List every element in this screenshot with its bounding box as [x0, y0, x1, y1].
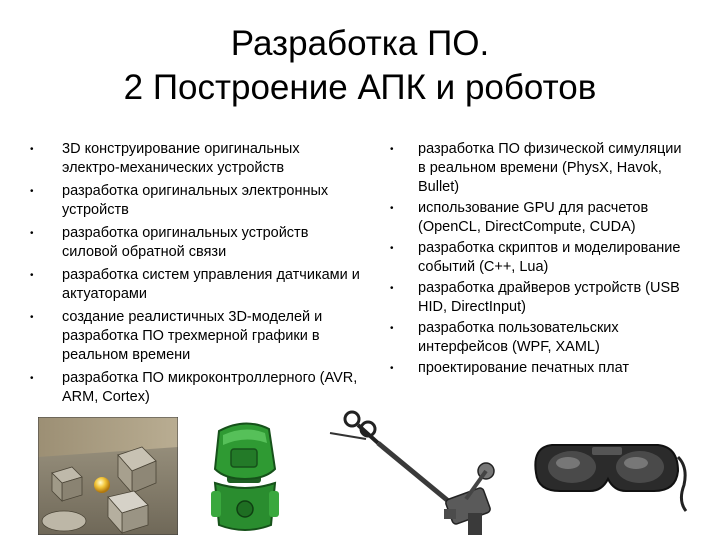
list-item-text: разработка ПО микроконтроллерного (AVR, ARM, Cortex): [62, 370, 358, 405]
list-item-text: разработка пользовательских интерфейсов (WPF, XAML): [418, 320, 619, 355]
bullet-icon: •: [390, 243, 394, 254]
bullet-icon: •: [390, 323, 394, 334]
list-item: [30, 140, 360, 178]
list-item-text: разработка драйверов устройств (USB HID, DirectInput): [418, 280, 680, 315]
list-item: [30, 308, 360, 365]
title-line-1: Разработка ПО.: [230, 24, 490, 63]
bullet-icon: •: [390, 144, 394, 155]
list-item: [390, 239, 690, 277]
bullet-icon: •: [30, 312, 34, 323]
left-bullet-list: [30, 140, 360, 411]
list-item: [30, 266, 360, 304]
list-item: [390, 199, 690, 237]
bullet-icon: •: [30, 144, 34, 155]
illustrations-row: [0, 405, 720, 540]
bullet-icon: •: [30, 228, 34, 239]
list-item: [390, 279, 690, 317]
list-item: [390, 319, 690, 357]
haptic-device-image: [205, 413, 285, 538]
list-item: [30, 369, 360, 407]
list-item-text: 3D конструирование оригинальных электро-механических устройств: [62, 141, 300, 176]
bullet-icon: •: [390, 203, 394, 214]
list-item: [390, 140, 690, 197]
list-item-text: проектирование печатных плат: [418, 360, 630, 376]
list-item-text: разработка систем управления датчиками и актуаторами: [62, 267, 360, 302]
bullet-icon: •: [390, 363, 394, 374]
list-item: [390, 359, 690, 378]
list-item: [30, 182, 360, 220]
list-item-text: использование GPU для расчетов (OpenCL, DirectCompute, CUDA): [418, 200, 649, 235]
list-item-text: разработка скриптов и моделирование событий (C++, Lua): [418, 240, 681, 275]
bullet-icon: •: [30, 270, 34, 281]
list-item-text: разработка оригинальных устройств силовой обратной связи: [62, 225, 309, 260]
physics-simulation-screenshot: [38, 417, 178, 535]
bullet-icon: •: [30, 373, 34, 384]
list-item-text: разработка оригинальных электронных устройств: [62, 183, 329, 218]
bullet-icon: •: [390, 283, 394, 294]
list-item-text: разработка ПО физической симуляции в реальном времени (PhysX, Havok, Bullet): [418, 141, 682, 195]
bullet-icon: •: [30, 186, 34, 197]
surgical-manipulator-image: [318, 409, 518, 539]
right-bullet-list: [390, 140, 690, 380]
video-glasses-image: [528, 427, 690, 523]
title-line-2: 2 Построение АПК и роботов: [123, 68, 597, 107]
slide-title: [0, 22, 720, 110]
list-item: [30, 224, 360, 262]
list-item-text: создание реалистичных 3D-моделей и разработка ПО трехмерной графики в реальном времени: [62, 309, 323, 363]
